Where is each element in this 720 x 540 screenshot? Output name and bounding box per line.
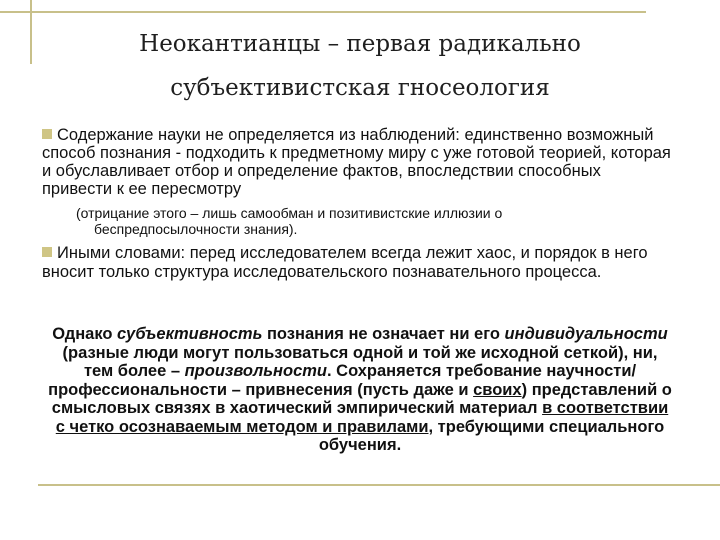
emphasis-arbitrariness: произвольности [184,362,327,380]
bullet-1-note [76,205,666,237]
bullet-item-2 [42,244,682,282]
note-line-2: беспредпосылочности знания). [94,221,298,237]
conclusion-paragraph [46,325,674,455]
emphasis-subjectivity: субъективность [117,325,263,343]
title-line-1: Неокантианцы – первая радикально [139,31,581,57]
bullet-1-text: Содержание науки не определяется из наблюдений: единственно возможный способ познания - подходить к предметному миру с уже готовой теорией, которая и обуславливает отбор и определение фактов, впоследствии способных привести к ее пересмотру [42,126,671,198]
bottom-rule [38,484,720,486]
underline-own: своих [473,380,522,399]
conclusion-part-3: познания не означает ни его [262,325,505,343]
bullet-2-text: Иными словами: перед исследователем всегда лежит хаос, и порядок в него вносит только структура исследовательского познавательного процесса. [42,244,648,281]
conclusion-part-11: , требующими специального обучения. [318,417,665,454]
title-line-2: субъективистская гносеология [170,75,550,101]
conclusion-part-9: ) представлений о смысловых связях в хаотический эмпирический материал [51,380,672,417]
emphasis-individuality: индивидуальности [504,325,668,343]
top-rule [0,11,646,13]
conclusion-part-1: Однако [52,325,118,343]
underline-method-rules: в соответствии с четко осознаваемым методом и правилами [55,399,669,436]
bullet-item-1 [42,126,672,198]
square-bullet-icon [42,247,52,257]
square-bullet-icon [42,129,52,139]
note-line-1: (отрицание этого – лишь самообман и позитивистские иллюзии о [76,205,503,221]
left-rule [30,0,32,64]
conclusion-part-7: . Сохраняется требование научности/профессиональности – привнесения (пусть даже и [48,362,637,399]
slide-title [40,22,680,110]
conclusion-part-5: (разные люди могут пользоваться одной и той же исходной сеткой), ни, тем более – [62,343,658,380]
